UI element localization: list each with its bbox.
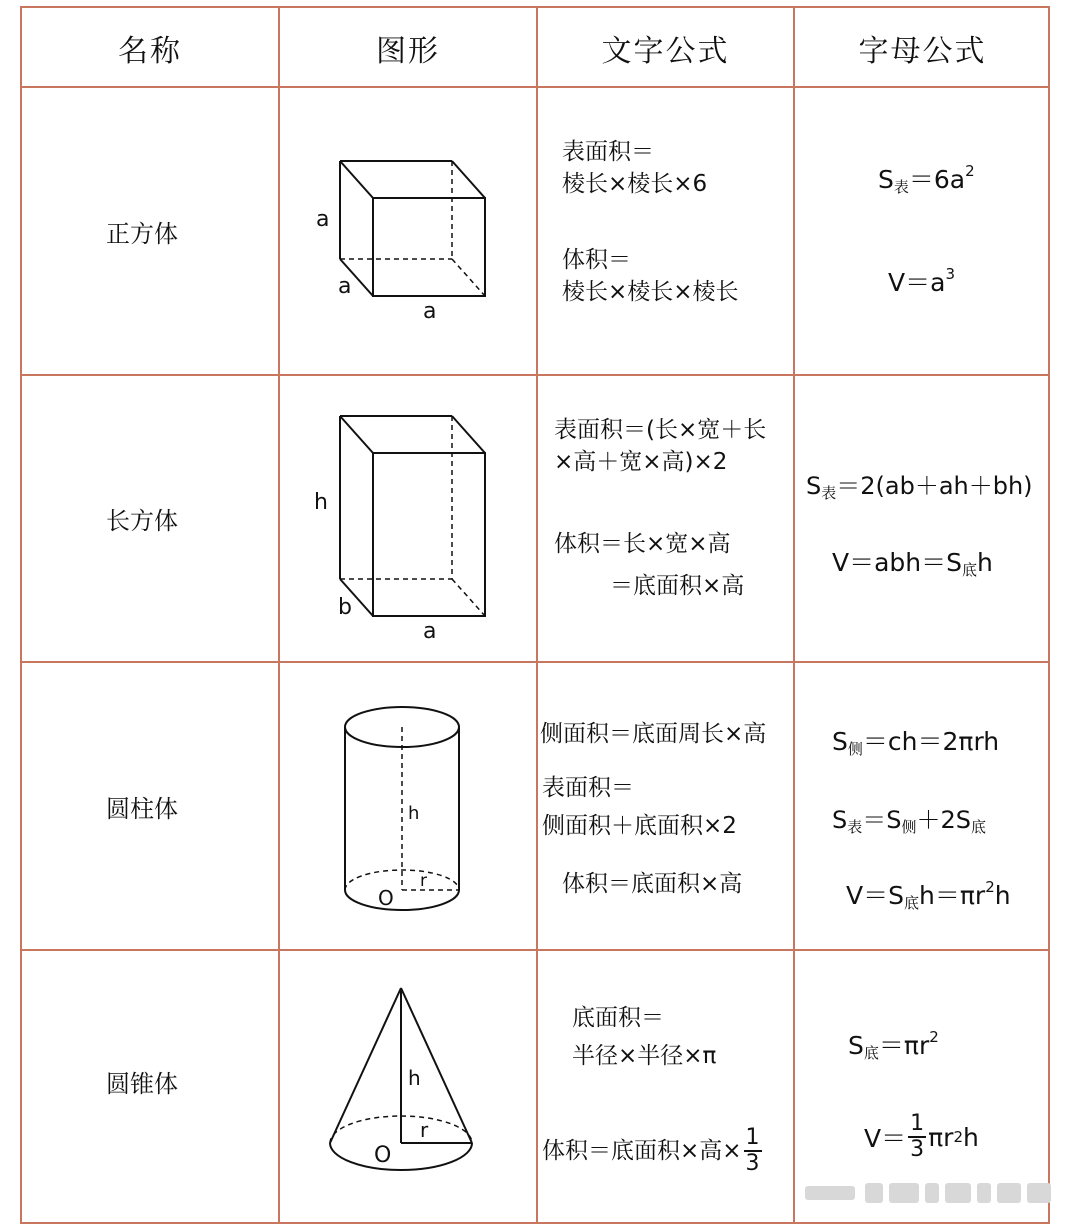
cone-label-height: h: [408, 1066, 421, 1090]
cone-label-center: O: [374, 1143, 392, 1168]
cuboid-label-height: h: [314, 490, 328, 515]
cuboid-label-width: a: [423, 619, 437, 644]
cube-word-formula-2: 棱长×棱长×6: [562, 171, 708, 197]
cube-word-formula-1: 表面积＝: [562, 139, 654, 165]
cylinder-word-formula-3: 侧面积＋底面积×2: [542, 813, 737, 839]
row-name-cube: 正方体: [106, 219, 178, 248]
cube-volume-formula: $V=a^3$: [888, 265, 955, 297]
header-letter-formula: 字母公式: [858, 34, 987, 69]
row-name-cuboid: 长方体: [106, 507, 178, 535]
cylinder-label-height: h: [408, 803, 420, 824]
column-divider: [793, 8, 795, 1222]
cylinder-figure: [280, 663, 536, 949]
cube-label-width: a: [423, 299, 437, 324]
row-name-cone: 圆锥体: [106, 1069, 178, 1098]
cuboid-label-depth: b: [338, 595, 352, 620]
cone-word-formula-3: [542, 1126, 764, 1176]
cube-surface-area-formula: $S_表=6a^2$: [878, 162, 975, 196]
cuboid-surface-area-formula: $S_表=2(ab+ah+bh)$: [806, 472, 1033, 502]
cuboid-word-formula-1: 表面积＝(长×宽＋长: [554, 417, 767, 443]
header-figure: 图形: [376, 34, 440, 69]
cone-base-area-formula: $S_底=\pi r^2$: [848, 1028, 939, 1062]
cone-figure: [280, 951, 536, 1224]
cylinder-label-center: O: [378, 886, 394, 910]
cuboid-figure: [280, 376, 536, 661]
cylinder-word-formula-4: 体积＝底面积×高: [562, 871, 743, 897]
cone-label-radius: r: [420, 1118, 429, 1142]
cylinder-volume-formula: $V=S_底h=\pi r^2h$: [846, 878, 1011, 912]
cylinder-surface-area-formula: $S_表=S_侧+2S_底$: [832, 806, 987, 836]
cube-word-formula-3: 体积＝: [562, 247, 631, 273]
cuboid-word-formula-4: ＝底面积×高: [610, 573, 745, 599]
cone-word-formula-2: 半径×半径×π: [572, 1043, 717, 1069]
cone-volume-formula: V＝ $\frac{1}{3}$ πr 2 h: [864, 1111, 979, 1162]
cube-word-formula-4: 棱长×棱长×棱长: [562, 279, 739, 305]
cylinder-word-formula-1: 侧面积＝底面周长×高: [540, 721, 767, 747]
header-word-formula: 文字公式: [601, 34, 730, 69]
cuboid-word-formula-3: 体积＝长×宽×高: [554, 531, 731, 557]
cylinder-word-formula-2: 表面积＝: [542, 775, 634, 801]
cone-word-formula-1: 底面积＝: [572, 1005, 664, 1031]
cylinder-lateral-area-formula: $S_侧=ch=2\pi rh$: [832, 727, 1000, 758]
formula-table: [20, 6, 1050, 1224]
cylinder-label-radius: r: [420, 871, 427, 891]
row-name-cylinder: 圆柱体: [106, 794, 178, 823]
cuboid-word-formula-2: ×高＋宽×高)×2: [554, 449, 728, 475]
header-name: 名称: [118, 34, 182, 69]
one-third-fraction: $\frac{1}{3}$: [745, 1125, 760, 1176]
watermark-mark: [805, 1180, 1055, 1206]
cube-label-depth: a: [338, 274, 352, 299]
cube-label-height: a: [316, 207, 330, 232]
cone-volume-text: 体积＝底面积×高×: [542, 1138, 742, 1164]
column-divider: [536, 8, 538, 1222]
one-third-fraction: $\frac{1}{3}$: [910, 1111, 925, 1162]
cuboid-volume-formula: $V=abh=S_底h$: [832, 548, 993, 579]
cube-figure: [280, 88, 536, 374]
